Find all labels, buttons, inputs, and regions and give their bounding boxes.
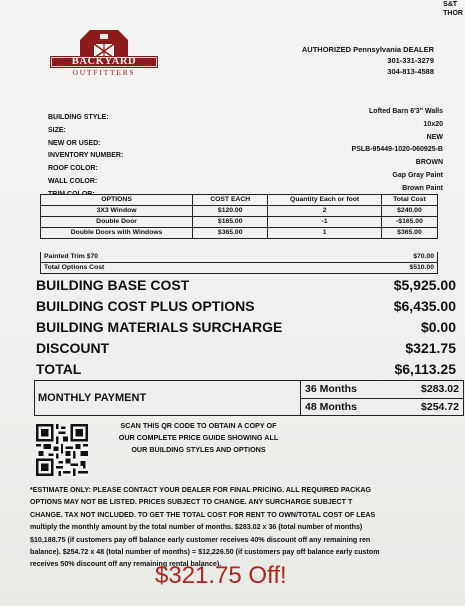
spec-label: WALL COLOR: (48, 177, 98, 185)
logo-subtitle: OUTFITTERS (72, 68, 136, 77)
option-name: Double Doors with Windows (41, 228, 193, 239)
backyard-outfitters-logo (50, 24, 158, 78)
option-cost: $365.00 (193, 228, 268, 239)
total-options-row (40, 263, 438, 274)
cost-value: $6,113.25 (394, 360, 456, 377)
spec-value-condition: NEW (426, 133, 443, 141)
option-cost: $120.00 (193, 206, 268, 217)
monthly-payment-box (34, 380, 464, 416)
spec-value-style: Lofted Barn 6'3" Walls (369, 108, 443, 115)
option-total: $240.00 (381, 206, 437, 217)
option-cost: $165.00 (193, 217, 268, 228)
dealer-phone-1: 301-331-3279 (387, 56, 434, 65)
col-header-options: OPTIONS (41, 195, 193, 206)
option-qty: -1 (268, 217, 382, 228)
table-row (41, 217, 438, 228)
painted-trim-label: Painted Trim $70 (44, 253, 99, 260)
building-spec-labels (48, 112, 123, 202)
options-table (40, 194, 438, 239)
surcharge-row (36, 316, 456, 337)
discount-stamp: $321.75 Off! (155, 562, 287, 589)
dealer-authorized: AUTHORIZED Pennsylvania DEALER (301, 45, 434, 54)
spec-label: ROOF COLOR: (48, 165, 98, 173)
spec-value-inventory: PSLB-95449-1020-060925-B (351, 146, 443, 154)
term-36-row (301, 381, 463, 398)
col-header-total: Total Cost (381, 195, 437, 206)
term-amount: $283.02 (421, 383, 459, 396)
option-total: -$165.00 (381, 217, 437, 228)
cost-summary (36, 274, 456, 379)
corner-text: S&T THOR (443, 1, 463, 17)
term-amount: $254.72 (421, 400, 459, 413)
monthly-terms (301, 381, 463, 415)
spec-label: SIZE: (48, 126, 66, 134)
painted-trim-row (40, 252, 438, 263)
cost-label: BUILDING MATERIALS SURCHARGE (36, 318, 283, 335)
cost-value: $5,925.00 (393, 276, 456, 293)
options-summary (40, 252, 438, 274)
col-header-quantity: Quantity Each or foot (268, 195, 382, 206)
cost-label: BUILDING BASE COST (36, 276, 190, 293)
option-name: Double Door (41, 217, 193, 228)
base-cost-row (36, 274, 456, 295)
option-name: 3X3 Window (41, 206, 193, 217)
total-options-label: Total Options Cost (44, 264, 105, 271)
cost-value: $0.00 (420, 318, 456, 335)
option-total: $365.00 (381, 228, 437, 239)
cost-plus-options-row (36, 295, 456, 316)
spec-value-wall: Gap Gray Paint (392, 171, 443, 179)
monthly-payment-label: MONTHLY PAYMENT (35, 381, 301, 415)
qr-code-icon[interactable] (36, 424, 88, 476)
cost-value: $6,435.00 (393, 297, 456, 314)
options-header-row (41, 195, 438, 206)
col-header-cost: COST EACH (193, 195, 268, 206)
option-qty: 2 (268, 206, 382, 217)
cost-label: DISCOUNT (36, 339, 110, 356)
table-row (41, 206, 438, 217)
total-row (36, 358, 456, 379)
term-48-row (301, 398, 463, 416)
dealer-phone-2: 304-813-4588 (387, 67, 434, 76)
fine-print: *ESTIMATE ONLY: PLEASE CONTACT YOUR DEALER FOR FINAL PRICING. ALL REQUIRED PACKAG OPTIONS MAY NOT BE LISTED. PRICES SUBJECT TO CHANGE. ANY SURCHARGE SUBJECT T CHANGE. TAX NOT INCLUDED. TO GET THE TOTAL COST FOR RENT TO OWN/TOTAL COST OF LEAS multiply the monthly amount by the total number of months. $283.02 x 36 (total number of months) $10,188.75 (if customers pay off balance early customer receives 40% discount off any remaining ren balance). $254.72 x 48 (total number of months) = $12,226.50 (if customers pay off balance early custom receives 50% discount off any remaining rental balance). (30, 486, 380, 569)
cost-value: $321.75 (405, 339, 456, 356)
dealer-info (286, 38, 434, 77)
spec-label: BUILDING STYLE: (48, 114, 109, 121)
spec-label: NEW OR USED: (48, 139, 101, 147)
spec-value-roof: BROWN (415, 159, 443, 167)
spec-label: INVENTORY NUMBER: (48, 152, 124, 160)
qr-instructions: SCAN THIS QR CODE TO OBTAIN A COPY OF OUR COMPLETE PRICE GUIDE SHOWING ALL OUR BUILDING STYLES AND OPTIONS (118, 421, 279, 454)
total-options-value: $510.00 (409, 264, 434, 271)
painted-trim-value: $70.00 (413, 253, 434, 260)
cost-label: BUILDING COST PLUS OPTIONS (36, 297, 255, 314)
spec-value-trim: Brown Paint (402, 184, 443, 192)
option-qty: 1 (268, 228, 382, 239)
logo-name: BACKYARD (71, 56, 137, 67)
term-length: 36 Months (305, 383, 357, 396)
term-length: 48 Months (305, 400, 357, 413)
cost-label: TOTAL (36, 360, 82, 377)
building-spec-values (352, 106, 443, 196)
table-row (41, 228, 438, 239)
discount-row (36, 337, 456, 358)
spec-value-size: 10x20 (423, 120, 443, 128)
